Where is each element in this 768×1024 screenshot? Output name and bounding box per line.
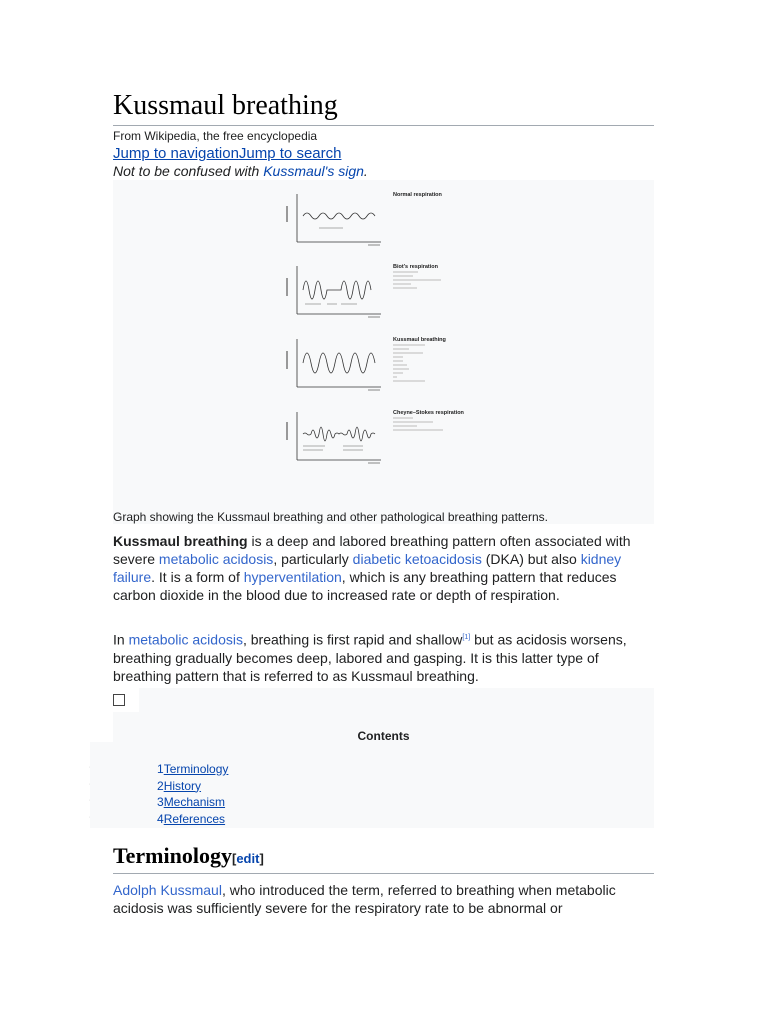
toc-number: 4: [157, 811, 164, 826]
breathing-patterns-graph[interactable]: [283, 188, 483, 468]
intro-text: , particularly: [273, 551, 353, 567]
terminology-text: , who introduced the term, referred to breathing when metabolic acidosis was sufficiently severe for the respiratory rate to be abnormal or: [113, 882, 616, 916]
toc-item[interactable]: [0, 795, 400, 812]
intro-text: (DKA) but also: [481, 551, 581, 567]
intro-text: , which is any breathing pattern that reduces carbon dioxide in the blood due to increased rate or depth of respiration.: [113, 569, 617, 603]
intro-bold-term: Kussmaul breathing: [113, 533, 248, 549]
citation-1[interactable]: [1]: [462, 634, 471, 641]
hyperventilation-link[interactable]: hyperventilation: [243, 569, 342, 585]
edit-section-link[interactable]: edit: [236, 851, 260, 866]
table-of-contents: [113, 688, 654, 828]
intro-text: . It is a form of: [151, 569, 244, 585]
toc-number: 3: [157, 795, 164, 809]
toc-toggle-checkbox[interactable]: [113, 694, 125, 706]
para2-text: In: [113, 631, 129, 648]
hatnote: [113, 163, 368, 179]
site-tagline: From Wikipedia, the free encyclopedia: [113, 129, 318, 143]
metabolic-acidosis-link-2[interactable]: metabolic acidosis: [128, 631, 243, 648]
toc-link-history[interactable]: History: [163, 778, 202, 793]
terminology-paragraph: [113, 881, 658, 917]
section-heading-terminology: [113, 843, 654, 874]
section-heading-text: Terminology: [113, 843, 232, 868]
para2-text: but as acidosis worsens, breathing gradually becomes deep, labored and gasping. It is this latter type of breathing pattern that is referred to as Kussmaul breathing.: [113, 631, 627, 684]
toc-link-mechanism[interactable]: Mechanism: [163, 795, 226, 809]
page-title: Kussmaul breathing: [113, 90, 654, 126]
kussmauls-sign-link[interactable]: Kussmaul's sign: [263, 163, 364, 179]
toc-number: 2: [157, 778, 164, 793]
jump-links: [113, 145, 341, 162]
edit-bracket: [: [231, 851, 237, 866]
toc-item[interactable]: [0, 812, 400, 829]
breathing-patterns-figure: [113, 180, 654, 524]
intro-paragraph: [113, 532, 658, 604]
toc-link-references[interactable]: References: [163, 811, 226, 826]
hatnote-prefix: Not to be confused with: [113, 163, 260, 179]
para2-text: , breathing is first rapid and shallow: [242, 631, 463, 648]
metabolic-acidosis-link[interactable]: metabolic acidosis: [158, 551, 274, 567]
diabetic-ketoacidosis-link[interactable]: diabetic ketoacidosis: [352, 551, 482, 567]
kidney-failure-link[interactable]: kidney failure: [113, 551, 622, 585]
edit-section: [232, 851, 264, 866]
second-paragraph: [113, 629, 658, 685]
toc-background-strip: [90, 742, 113, 828]
toc-title: Contents: [357, 729, 410, 743]
jump-to-navigation-link[interactable]: Jump to navigation: [113, 145, 239, 162]
edit-bracket: ]: [259, 851, 264, 866]
panel-title-kussmaul: Kussmaul breathing: [393, 337, 446, 343]
panel-title-cheyne-stokes: Cheyne–Stokes respiration: [393, 410, 464, 416]
figure-caption: Graph showing the Kussmaul breathing and other pathological breathing patterns.: [113, 510, 548, 524]
toc-item[interactable]: [0, 779, 400, 796]
panel-title-normal: Normal respiration: [393, 192, 442, 198]
toc-list: [0, 762, 400, 828]
panel-kussmaul: [287, 337, 446, 390]
panel-biot: [287, 264, 441, 317]
toc-number: 1: [157, 762, 164, 776]
intro-text: is a deep and labored breathing pattern often associated with severe: [113, 533, 631, 567]
panel-title-biot: Biot's respiration: [393, 264, 439, 270]
toc-link-terminology[interactable]: Terminology: [163, 762, 229, 776]
toc-item[interactable]: [0, 762, 400, 779]
adolph-kussmaul-link[interactable]: Adolph Kussmaul: [113, 882, 222, 898]
panel-cheyne-stokes: [287, 410, 465, 463]
jump-to-search-link[interactable]: Jump to search: [238, 145, 342, 162]
hatnote-suffix: .: [363, 163, 368, 179]
panel-normal: [287, 192, 443, 245]
